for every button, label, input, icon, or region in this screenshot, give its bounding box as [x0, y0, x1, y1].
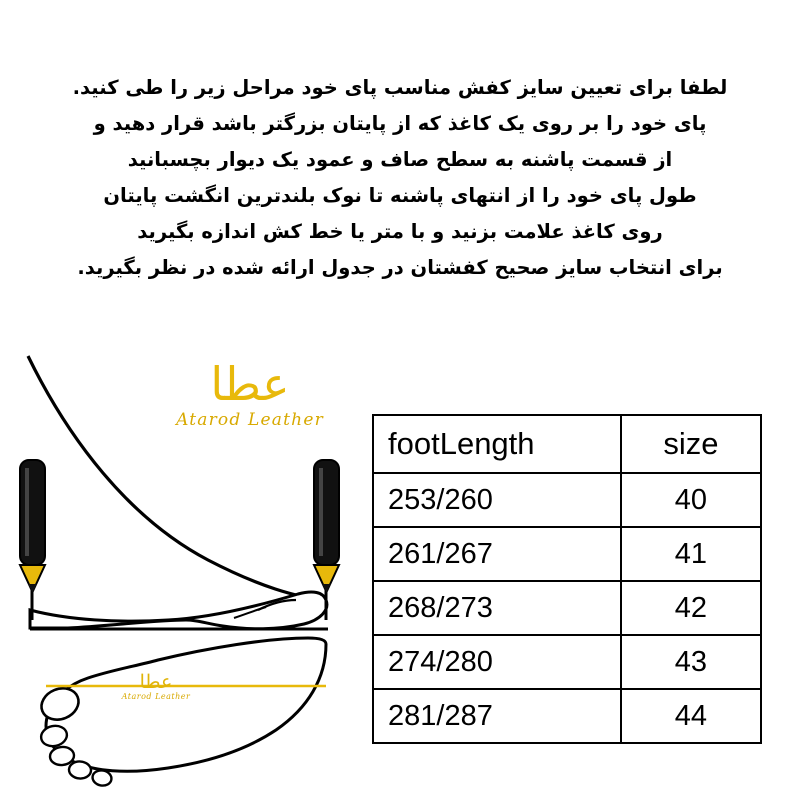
header-foot-length: footLength: [373, 415, 621, 473]
brand-name: Atarod Leather: [121, 692, 191, 701]
instruction-line: طول پای خود را از انتهای پاشنه تا نوک بلندترین انگشت پایتان: [103, 184, 697, 207]
cell-foot-length: 253/260: [373, 473, 621, 527]
cell-size: 44: [621, 689, 761, 743]
footprint-outline: [46, 638, 326, 771]
instruction-line: پای خود را بر روی یک کاغذ که از پایتان بزرگتر باشد قرار دهید و: [93, 112, 707, 135]
table-row: [373, 527, 761, 581]
cell-size: 41: [621, 527, 761, 581]
toe-4: [68, 761, 91, 779]
pencil-left-icon: [20, 460, 45, 592]
brand-name: Atarod Leather: [176, 410, 324, 430]
cell-foot-length: 261/267: [373, 527, 621, 581]
foot-side-outline: [30, 592, 327, 629]
size-chart-table: [372, 414, 762, 744]
leg-outline: [28, 356, 326, 600]
brand-mark: عطا: [210, 357, 290, 411]
table-row: [373, 689, 761, 743]
table-row: [373, 581, 761, 635]
instruction-line: روی کاغذ علامت بزنید و با متر یا خط کش اندازه بگیرید: [137, 220, 663, 243]
cell-foot-length: 281/287: [373, 689, 621, 743]
foot-measurement-illustration: [8, 348, 378, 788]
instruction-line: از قسمت پاشنه به سطح صاف و عمود یک دیوار بچسبانید: [127, 148, 673, 171]
table-header-row: [373, 415, 761, 473]
instruction-line: برای انتخاب سایز صحیح کفشتان در جدول ارائه شده در نظر بگیرید.: [77, 256, 723, 279]
table-row: [373, 473, 761, 527]
cell-size: 43: [621, 635, 761, 689]
cell-size: 40: [621, 473, 761, 527]
cell-foot-length: 274/280: [373, 635, 621, 689]
cell-foot-length: 268/273: [373, 581, 621, 635]
toe-3: [49, 746, 75, 766]
instruction-line: لطفا برای تعیین سایز کفش مناسب پای خود مراحل زیر را طی کنید.: [72, 76, 728, 99]
cell-size: 42: [621, 581, 761, 635]
instructions-block: [0, 70, 800, 286]
pencil-right-icon: [314, 460, 339, 592]
brand-mark: عطا: [139, 671, 173, 693]
header-size: size: [621, 415, 761, 473]
table-row: [373, 635, 761, 689]
